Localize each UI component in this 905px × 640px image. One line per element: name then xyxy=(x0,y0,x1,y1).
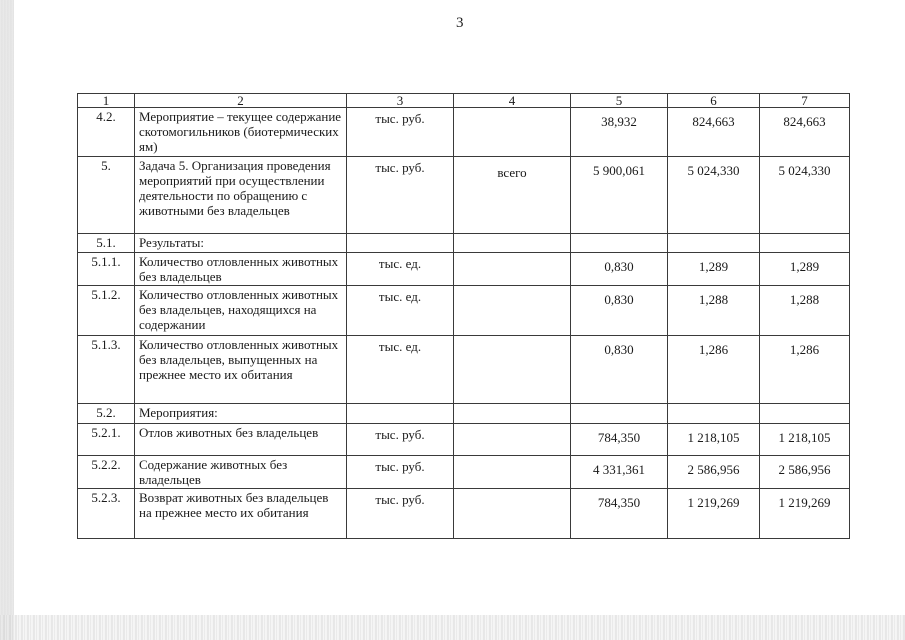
unit-cell: тыс. руб. xyxy=(347,456,454,489)
table-row xyxy=(78,424,850,456)
value-col5-cell: 0,830 xyxy=(571,336,668,404)
value-col5-cell: 5 900,061 xyxy=(571,157,668,234)
value-col7-cell: 2 586,956 xyxy=(760,456,850,489)
table-row xyxy=(78,286,850,336)
value-col5-cell: 0,830 xyxy=(571,253,668,286)
value-col7-cell: 1 219,269 xyxy=(760,489,850,539)
unit-cell xyxy=(347,404,454,424)
value-col5-cell: 784,350 xyxy=(571,424,668,456)
scan-bottom-strip xyxy=(0,615,905,640)
row-number-cell: 5.2. xyxy=(78,404,135,424)
header-row xyxy=(78,94,850,108)
row-number-cell: 5.1.3. xyxy=(78,336,135,404)
header-cell: 7 xyxy=(760,94,850,108)
table-row xyxy=(78,404,850,424)
header-cell: 6 xyxy=(668,94,760,108)
row-number-cell: 4.2. xyxy=(78,108,135,157)
row-number-cell: 5.1. xyxy=(78,234,135,253)
indicator-table xyxy=(77,93,850,539)
header-cell: 2 xyxy=(135,94,347,108)
row-number-cell: 5.1.2. xyxy=(78,286,135,336)
value-col7-cell: 1,286 xyxy=(760,336,850,404)
value-col6-cell: 1,288 xyxy=(668,286,760,336)
row-name-cell: Количество отловленных животных без владельцев, выпущенных на прежнее место их обитания xyxy=(135,336,347,404)
row-number-cell: 5.2.1. xyxy=(78,424,135,456)
row-number-cell: 5.2.3. xyxy=(78,489,135,539)
total-cell xyxy=(454,286,571,336)
total-cell xyxy=(454,336,571,404)
unit-cell: тыс. ед. xyxy=(347,336,454,404)
value-col7-cell: 1 218,105 xyxy=(760,424,850,456)
value-col5-cell xyxy=(571,404,668,424)
row-name-cell: Отлов животных без владельцев xyxy=(135,424,347,456)
value-col7-cell xyxy=(760,234,850,253)
unit-cell: тыс. руб. xyxy=(347,108,454,157)
value-col5-cell: 0,830 xyxy=(571,286,668,336)
value-col6-cell: 5 024,330 xyxy=(668,157,760,234)
value-col7-cell xyxy=(760,404,850,424)
table-row xyxy=(78,253,850,286)
row-name-cell: Мероприятия: xyxy=(135,404,347,424)
value-col6-cell xyxy=(668,404,760,424)
row-name-cell: Результаты: xyxy=(135,234,347,253)
value-col5-cell: 784,350 xyxy=(571,489,668,539)
row-name-cell: Возврат животных без владельцев на прежнее место их обитания xyxy=(135,489,347,539)
unit-cell: тыс. руб. xyxy=(347,157,454,234)
header-cell: 5 xyxy=(571,94,668,108)
row-name-cell: Количество отловленных животных без владельцев xyxy=(135,253,347,286)
row-number-cell: 5.2.2. xyxy=(78,456,135,489)
value-col7-cell: 1,289 xyxy=(760,253,850,286)
value-col7-cell: 824,663 xyxy=(760,108,850,157)
value-col6-cell: 1,286 xyxy=(668,336,760,404)
scan-edge xyxy=(0,0,14,640)
unit-cell: тыс. ед. xyxy=(347,253,454,286)
value-col7-cell: 5 024,330 xyxy=(760,157,850,234)
table-row xyxy=(78,489,850,539)
value-col6-cell xyxy=(668,234,760,253)
value-col6-cell: 2 586,956 xyxy=(668,456,760,489)
total-cell: всего xyxy=(454,157,571,234)
value-col6-cell: 1 219,269 xyxy=(668,489,760,539)
table-row xyxy=(78,108,850,157)
row-name-cell: Количество отловленных животных без владельцев, находящихся на содержании xyxy=(135,286,347,336)
row-name-cell: Задача 5. Организация проведения мероприятий при осуществлении деятельности по обращению с животными без владельцев xyxy=(135,157,347,234)
total-cell xyxy=(454,489,571,539)
value-col6-cell: 824,663 xyxy=(668,108,760,157)
total-cell xyxy=(454,424,571,456)
page-number: 3 xyxy=(456,15,464,31)
unit-cell: тыс. руб. xyxy=(347,489,454,539)
row-name-cell: Содержание животных без владельцев xyxy=(135,456,347,489)
row-number-cell: 5. xyxy=(78,157,135,234)
table-row xyxy=(78,157,850,234)
table-row xyxy=(78,336,850,404)
unit-cell: тыс. ед. xyxy=(347,286,454,336)
header-cell: 1 xyxy=(78,94,135,108)
table-row xyxy=(78,234,850,253)
total-cell xyxy=(454,456,571,489)
header-cell: 3 xyxy=(347,94,454,108)
value-col5-cell: 4 331,361 xyxy=(571,456,668,489)
header-cell: 4 xyxy=(454,94,571,108)
table-row xyxy=(78,456,850,489)
unit-cell xyxy=(347,234,454,253)
total-cell xyxy=(454,253,571,286)
value-col7-cell: 1,288 xyxy=(760,286,850,336)
value-col5-cell: 38,932 xyxy=(571,108,668,157)
total-cell xyxy=(454,234,571,253)
value-col6-cell: 1 218,105 xyxy=(668,424,760,456)
total-cell xyxy=(454,108,571,157)
value-col5-cell xyxy=(571,234,668,253)
value-col6-cell: 1,289 xyxy=(668,253,760,286)
unit-cell: тыс. руб. xyxy=(347,424,454,456)
total-cell xyxy=(454,404,571,424)
row-name-cell: Мероприятие – текущее содержание скотомогильников (биотермических ям) xyxy=(135,108,347,157)
row-number-cell: 5.1.1. xyxy=(78,253,135,286)
